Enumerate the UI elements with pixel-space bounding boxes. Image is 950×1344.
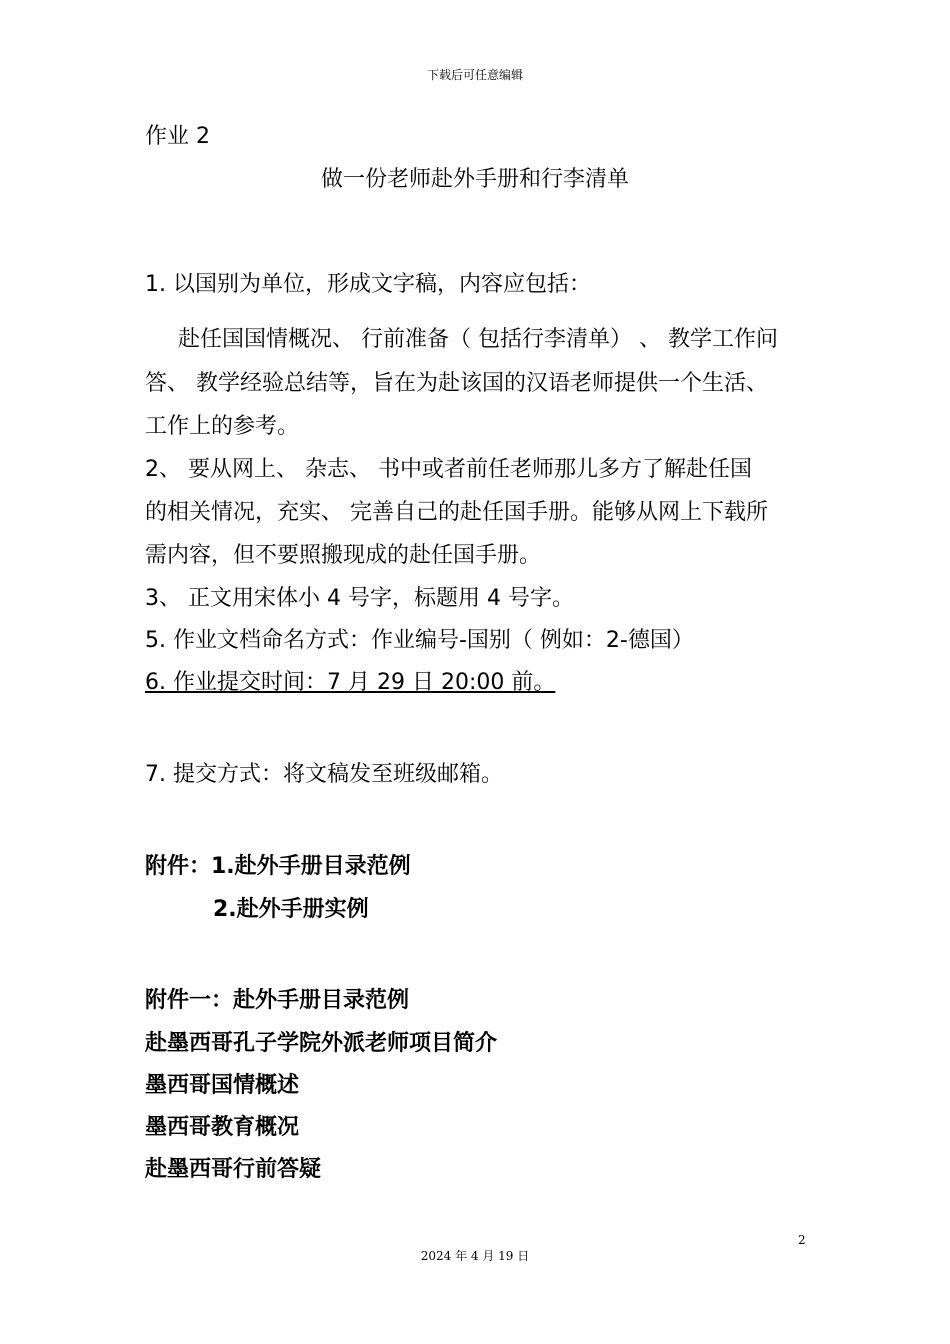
item-3: 3、 正文用宋体小 4 号字，标题用 4 号字。: [145, 586, 574, 611]
attachments-line-1: 附件：1.赴外手册目录范例: [145, 854, 411, 879]
item-1-detail-line-3: 工作上的参考。: [145, 414, 300, 439]
page-header: 下载后可任意编辑: [426, 68, 523, 82]
item-1-detail-line-1: 赴任国国情概况、 行前准备（ 包括行李清单） 、 教学工作问: [178, 327, 778, 352]
item-2-line-3: 需内容，但不要照搬现成的赴任国手册。: [145, 543, 542, 568]
toc-item: 赴墨西哥孔子学院外派老师项目简介: [145, 1031, 498, 1056]
item-7: 7. 提交方式：将文稿发至班级邮箱。: [145, 762, 503, 787]
toc-item: 赴墨西哥行前答疑: [145, 1157, 322, 1182]
item-1: 1. 以国别为单位，形成文字稿，内容应包括：: [145, 272, 591, 297]
footer-date: 2024 年 4 月 19 日: [420, 1249, 530, 1263]
item-6-deadline: 6. 作业提交时间：7 月 29 日 20:00 前。: [145, 670, 556, 695]
toc-heading: 附件一：赴外手册目录范例: [145, 988, 410, 1013]
item-2-line-2: 的相关情况，充实、 完善自己的赴任国手册。能够从网上下载所: [145, 500, 768, 525]
item-1-detail-line-2: 答、 教学经验总结等，旨在为赴该国的汉语老师提供一个生活、: [145, 371, 768, 396]
assignment-label: 作业 2: [145, 124, 210, 149]
item-2-line-1: 2、 要从网上、 杂志、 书中或者前任老师那儿多方了解赴任国: [145, 457, 752, 482]
document-title: 做一份老师赴外手册和行李清单: [320, 167, 629, 192]
page-number: 2: [798, 1233, 806, 1247]
attachments-line-2: 2.赴外手册实例: [213, 897, 369, 922]
item-5: 5. 作业文档命名方式：作业编号-国别（ 例如：2-德国）: [145, 628, 694, 653]
toc-item: 墨西哥教育概况: [145, 1115, 300, 1140]
toc-item: 墨西哥国情概述: [145, 1073, 300, 1098]
